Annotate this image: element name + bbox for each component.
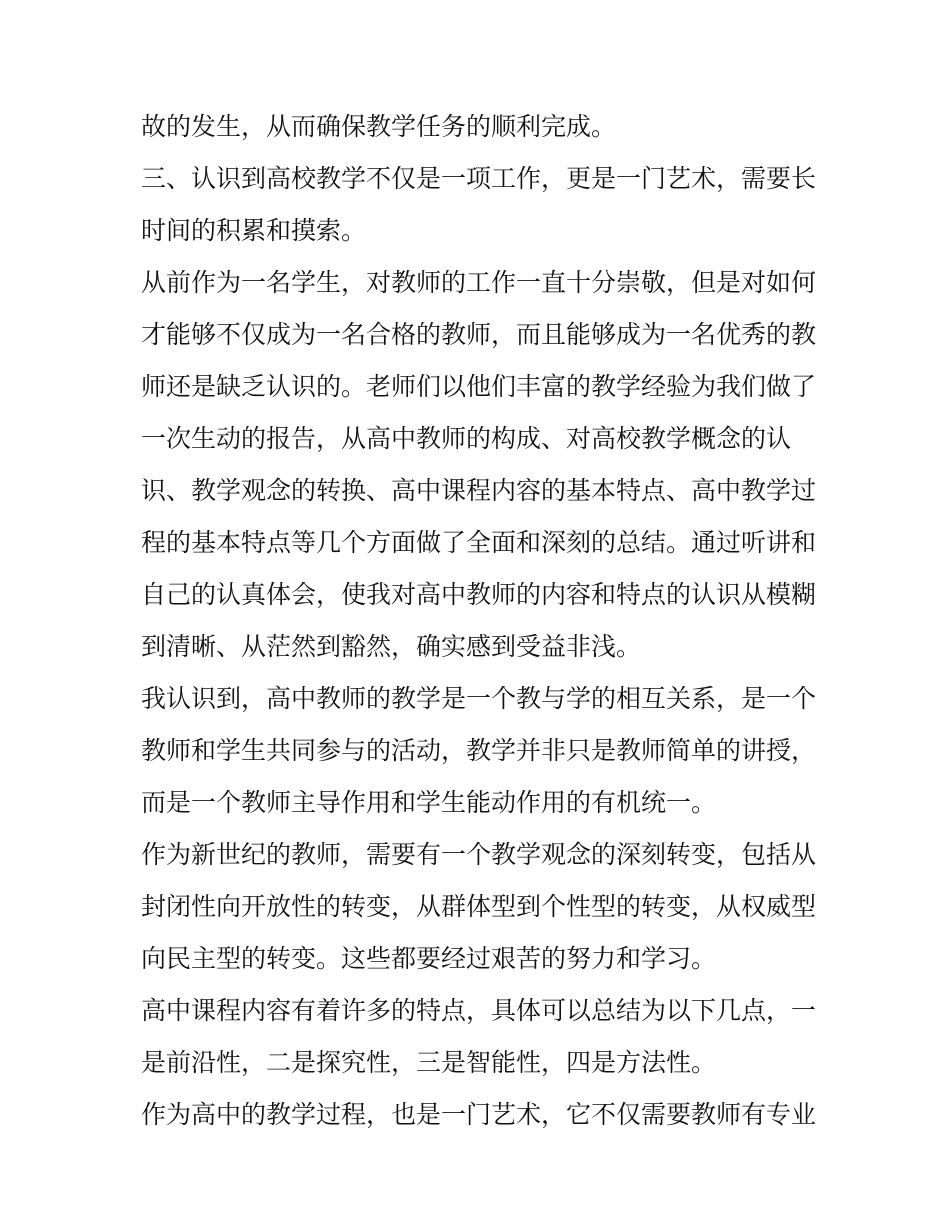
text-line: 师还是缺乏认识的。老师们以他们丰富的教学经验为我们做了 xyxy=(141,372,817,401)
text-line: 到清晰、从茫然到豁然，确实感到受益非浅。 xyxy=(141,632,642,661)
text-line: 封闭性向开放性的转变，从群体型到个性型的转变，从权威型 xyxy=(141,892,817,921)
text-line: 我认识到，高中教师的教学是一个教与学的相互关系，是一个 xyxy=(141,684,817,713)
text-line: 高中课程内容有着许多的特点，具体可以总结为以下几点，一 xyxy=(141,996,817,1025)
text-line: 自己的认真体会，使我对高中教师的内容和特点的认识从模糊 xyxy=(141,580,817,609)
text-line: 一次生动的报告，从高中教师的构成、对高校教学概念的认 xyxy=(141,424,792,453)
text-line: 时间的积累和摸索。 xyxy=(141,216,367,245)
text-line: 是前沿性，二是探究性，三是智能性，四是方法性。 xyxy=(141,1048,717,1077)
text-line: 才能够不仅成为一名合格的教师，而且能够成为一名优秀的教 xyxy=(141,320,817,349)
text-line: 教师和学生共同参与的活动，教学并非只是教师简单的讲授， xyxy=(141,736,817,765)
text-line: 程的基本特点等几个方面做了全面和深刻的总结。通过听讲和 xyxy=(141,528,817,557)
text-line: 而是一个教师主导作用和学生能动作用的有机统一。 xyxy=(141,788,717,817)
text-line: 识、教学观念的转换、高中课程内容的基本特点、高中教学过 xyxy=(141,476,817,505)
text-line: 从前作为一名学生，对教师的工作一直十分崇敬，但是对如何 xyxy=(141,268,817,297)
text-line: 向民主型的转变。这些都要经过艰苦的努力和学习。 xyxy=(141,944,717,973)
text-line: 三、认识到高校教学不仅是一项工作，更是一门艺术，需要长 xyxy=(141,164,817,193)
text-line: 作为高中的教学过程，也是一门艺术，它不仅需要教师有专业 xyxy=(141,1100,817,1129)
text-line: 作为新世纪的教师，需要有一个教学观念的深刻转变，包括从 xyxy=(141,840,817,869)
text-line: 故的发生，从而确保教学任务的顺利完成。 xyxy=(141,112,617,141)
